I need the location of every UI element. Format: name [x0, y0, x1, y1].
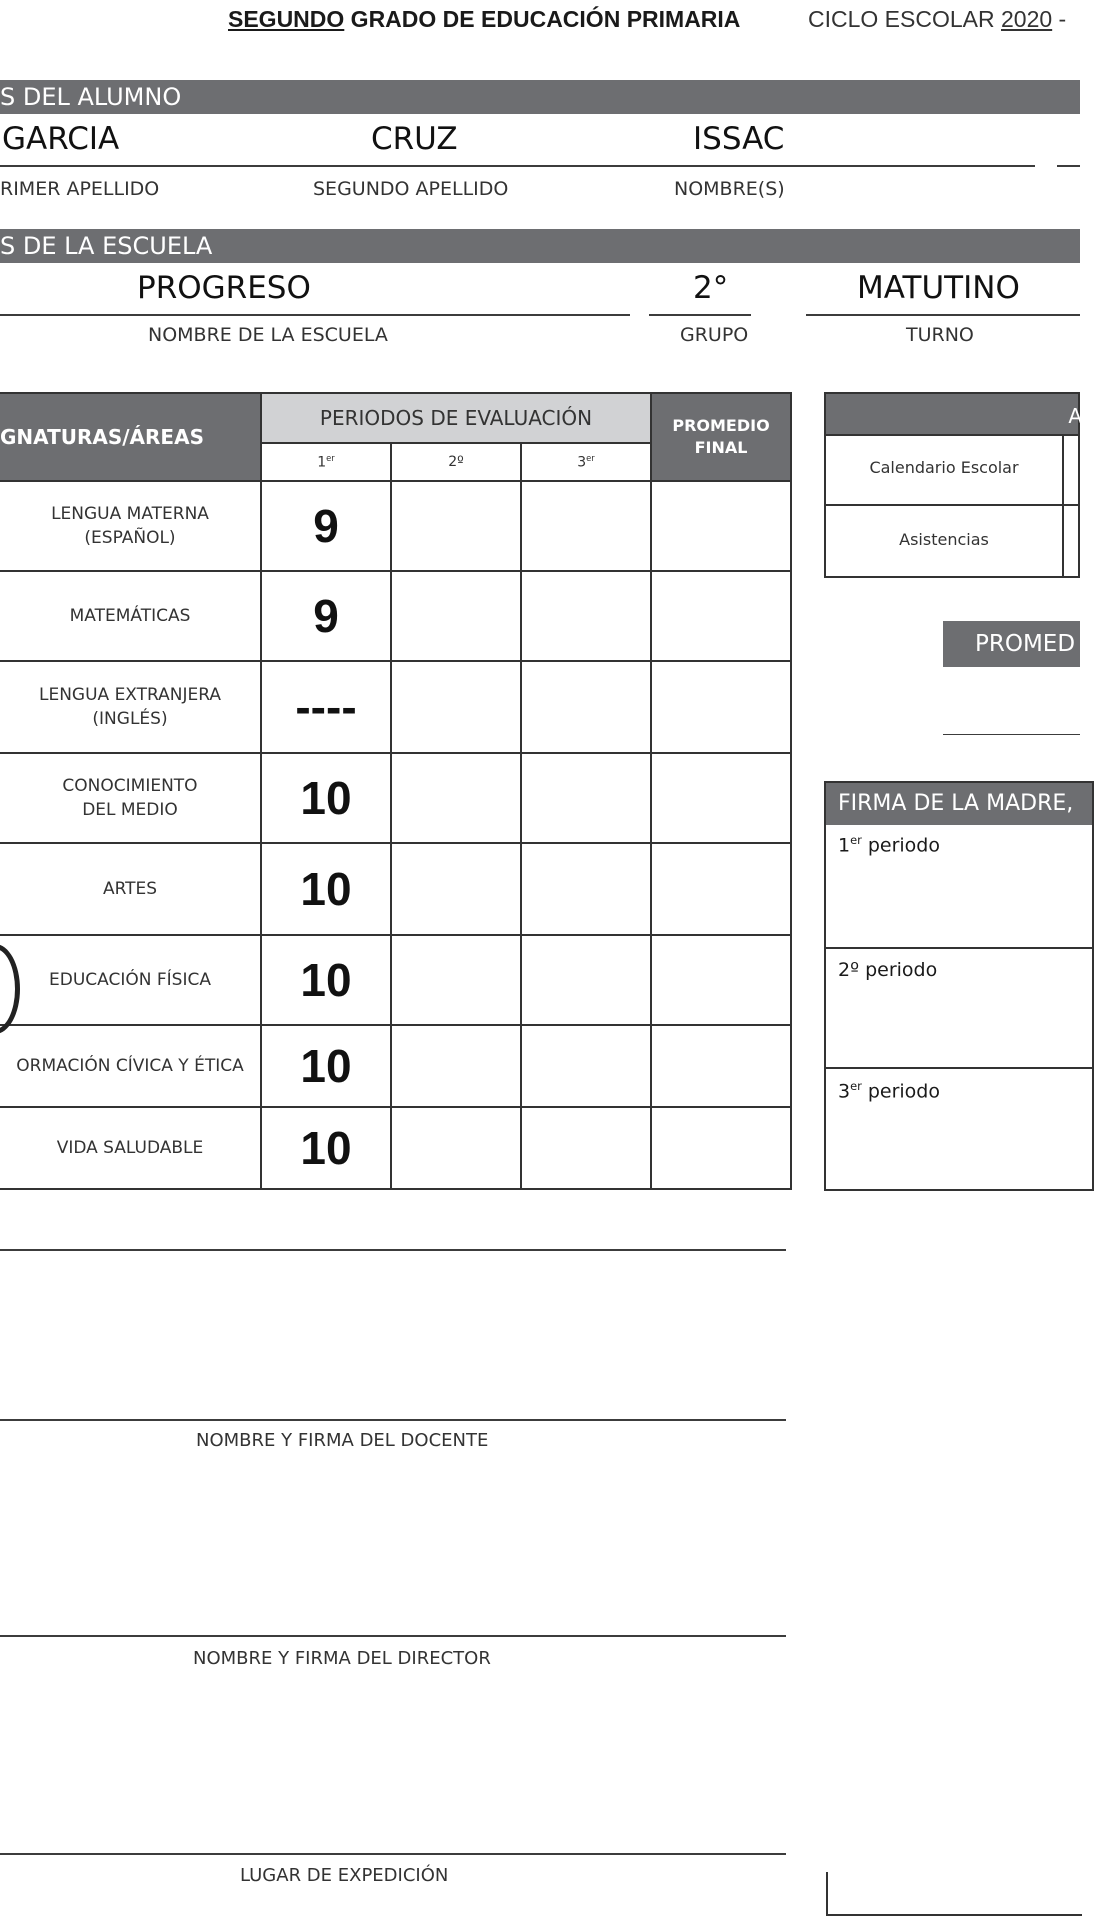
subject-line-1: EDUCACIÓN FÍSICA	[49, 970, 211, 990]
table-row	[0, 1025, 791, 1107]
subject-line-2: DEL MEDIO	[82, 800, 178, 820]
grade-period-2[interactable]	[391, 1025, 521, 1107]
grade-period-2[interactable]	[391, 935, 521, 1025]
grade-rest: GRADO DE EDUCACIÓN PRIMARIA	[344, 6, 741, 32]
signatures-header	[826, 783, 1092, 825]
subject-line-2: (INGLÉS)	[92, 709, 168, 729]
subject-cell	[0, 935, 261, 1025]
subject-line-1: CONOCIMIENTO	[62, 776, 198, 796]
director-signature-label: NOMBRE Y FIRMA DEL DIRECTOR	[193, 1648, 491, 1669]
grade-final[interactable]	[651, 481, 791, 571]
grade-period-2[interactable]	[391, 753, 521, 843]
sig-p3-num: 3	[838, 1080, 851, 1103]
signatures-title: FIRMA DE LA MADRE,	[838, 791, 1074, 816]
sig-p1-num: 1	[838, 834, 851, 857]
attendance-header	[824, 392, 1080, 436]
grade-final[interactable]	[651, 1025, 791, 1107]
signature-period-3[interactable]	[826, 1069, 1092, 1189]
signature-period-2[interactable]	[826, 949, 1092, 1069]
school-section-bar	[0, 229, 1080, 263]
subjects-header	[0, 393, 261, 481]
footer-top-line	[0, 1249, 786, 1251]
director-signature-line[interactable]	[0, 1635, 786, 1637]
subject-cell	[0, 1025, 261, 1107]
grade-period-1[interactable]: 10	[261, 1025, 391, 1107]
teacher-signature-label: NOMBRE Y FIRMA DEL DOCENTE	[196, 1430, 489, 1451]
table-row	[0, 481, 791, 571]
second-surname-value: CRUZ	[371, 121, 458, 157]
school-name-value: PROGRESO	[137, 270, 311, 306]
table-row	[0, 661, 791, 753]
average-underline	[943, 734, 1080, 735]
calendar-label: Calendario Escolar	[869, 458, 1019, 477]
grade-final[interactable]	[651, 935, 791, 1025]
attendance-divider	[1062, 506, 1064, 576]
grade-period-2[interactable]	[391, 481, 521, 571]
grade-final[interactable]	[651, 843, 791, 935]
attendance-row-calendar	[824, 434, 1080, 506]
subject-line-1: ORMACIÓN CÍVICA Y ÉTICA	[16, 1056, 244, 1076]
grade-period-2[interactable]	[391, 661, 521, 753]
sig-p1-rest: periodo	[861, 834, 940, 857]
grade-word: SEGUNDO	[228, 6, 345, 32]
shift-underline	[806, 314, 1080, 316]
cycle-label: CICLO ESCOLAR	[808, 6, 995, 32]
period-3-sup: er	[586, 453, 595, 464]
cycle-year: 2020	[1001, 6, 1053, 32]
subject-line-1: LENGUA MATERNA	[51, 504, 209, 524]
grade-period-3[interactable]	[521, 935, 651, 1025]
subject-line-1: VIDA SALUDABLE	[56, 1138, 204, 1158]
grade-period-3[interactable]	[521, 571, 651, 661]
corner-bracket	[826, 1872, 1082, 1916]
subject-cell	[0, 843, 261, 935]
subject-cell	[0, 481, 261, 571]
grade-period-1[interactable]: 10	[261, 843, 391, 935]
place-label: LUGAR DE EXPEDICIÓN	[240, 1865, 449, 1886]
sig-p3-sup: er	[850, 1079, 862, 1093]
grade-period-3[interactable]	[521, 1107, 651, 1189]
subjects-header-text: GNATURAS/ÁREAS	[0, 425, 204, 449]
table-row	[0, 753, 791, 843]
second-surname-label: SEGUNDO APELLIDO	[313, 178, 509, 200]
table-row	[0, 1107, 791, 1189]
first-surname-value: GARCIA	[2, 121, 120, 157]
grade-period-2[interactable]	[391, 843, 521, 935]
periods-header	[261, 393, 651, 443]
grades-rows	[0, 481, 791, 1189]
average-label: PROMED	[975, 631, 1076, 657]
student-underline-end	[1057, 165, 1080, 167]
grade-final[interactable]	[651, 571, 791, 661]
teacher-signature-line[interactable]	[0, 1419, 786, 1421]
subject-line-1: MATEMÁTICAS	[69, 606, 191, 626]
shift-value: MATUTINO	[857, 270, 1020, 306]
table-row	[0, 935, 791, 1025]
table-row	[0, 843, 791, 935]
school-name-underline	[0, 314, 630, 316]
grade-period-2[interactable]	[391, 571, 521, 661]
period-1-header	[261, 443, 391, 481]
grade-final[interactable]	[651, 1107, 791, 1189]
student-underline	[0, 165, 1035, 167]
period-1-sup: er	[326, 453, 335, 464]
final-header-line-2: FINAL	[694, 438, 748, 457]
student-section-bar	[0, 80, 1080, 114]
table-row	[0, 571, 791, 661]
subject-line-2: (ESPAÑOL)	[84, 528, 176, 548]
calendar-divider	[1062, 436, 1064, 504]
grades-table	[0, 392, 792, 1190]
grade-final[interactable]	[651, 753, 791, 843]
signature-period-1-label	[838, 833, 940, 856]
subject-cell	[0, 661, 261, 753]
signatures-box	[824, 781, 1094, 1191]
subject-cell	[0, 1107, 261, 1189]
signature-period-3-label	[838, 1079, 940, 1102]
grade-period-3[interactable]	[521, 843, 651, 935]
subject-cell	[0, 571, 261, 661]
grade-period-3[interactable]	[521, 661, 651, 753]
subject-cell	[0, 753, 261, 843]
first-surname-label: RIMER APELLIDO	[0, 178, 160, 200]
names-value: ISSAC	[693, 121, 785, 157]
place-line[interactable]	[0, 1853, 786, 1855]
school-section-title: S DE LA ESCUELA	[0, 232, 213, 260]
period-3-text: 3	[577, 454, 587, 471]
subject-line-1: LENGUA EXTRANJERA	[38, 685, 222, 705]
average-box	[943, 621, 1080, 667]
signature-period-2-label: 2º periodo	[838, 959, 938, 981]
subject-line-1: ARTES	[102, 879, 158, 899]
attendance-header-letter: A	[1068, 404, 1082, 428]
student-section-title: S DEL ALUMNO	[0, 83, 182, 111]
grade-period-1[interactable]: ----	[261, 661, 391, 753]
document-title	[228, 6, 740, 33]
grade-period-1[interactable]: 10	[261, 935, 391, 1025]
grade-period-1[interactable]: 9	[261, 481, 391, 571]
grade-period-1[interactable]: 9	[261, 571, 391, 661]
school-name-label: NOMBRE DE LA ESCUELA	[148, 324, 388, 346]
final-header-line-1: PROMEDIO	[672, 416, 770, 435]
attendance-table	[824, 392, 1080, 578]
grade-period-3[interactable]	[521, 1025, 651, 1107]
sig-p3-rest: periodo	[861, 1080, 940, 1103]
grade-period-3[interactable]	[521, 753, 651, 843]
signature-period-1[interactable]	[826, 825, 1092, 949]
group-label: GRUPO	[680, 324, 749, 346]
shift-label: TURNO	[906, 324, 974, 346]
period-2-header: 2º	[391, 443, 521, 481]
sig-p1-sup: er	[850, 833, 862, 847]
grade-period-1[interactable]: 10	[261, 1107, 391, 1189]
period-1-text: 1	[317, 454, 327, 471]
group-underline	[649, 314, 751, 316]
names-label: NOMBRE(S)	[674, 178, 785, 200]
grade-period-1[interactable]: 10	[261, 753, 391, 843]
cycle-separator: -	[1052, 6, 1067, 32]
school-cycle	[808, 6, 1066, 33]
grade-final[interactable]	[651, 661, 791, 753]
period-3-header	[521, 443, 651, 481]
attendance-label: Asistencias	[899, 530, 989, 549]
group-value: 2°	[693, 270, 729, 306]
grade-period-3[interactable]	[521, 481, 651, 571]
periods-header-text: PERIODOS DE EVALUACIÓN	[319, 406, 593, 430]
final-average-header	[651, 393, 791, 481]
attendance-row-attendance	[824, 504, 1080, 578]
grade-period-2[interactable]	[391, 1107, 521, 1189]
